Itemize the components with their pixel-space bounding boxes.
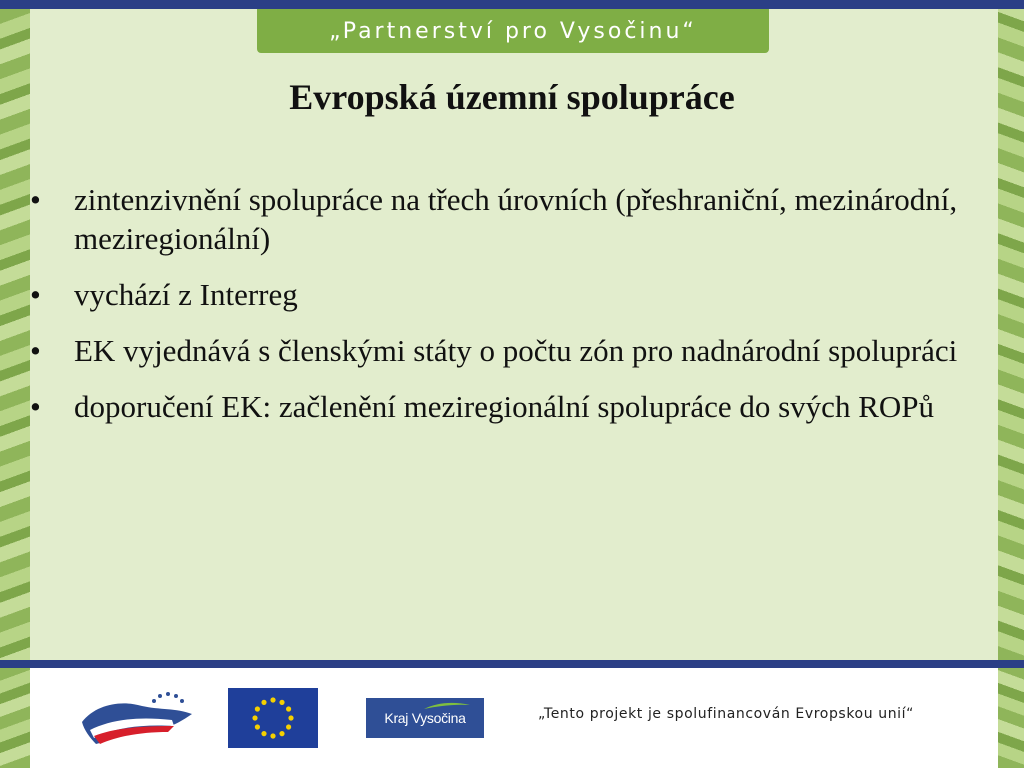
- header-banner-text: „Partnerství pro Vysočinu“: [329, 18, 697, 44]
- footer-right-leaf: [998, 668, 1024, 768]
- bullet-item: [28, 331, 988, 370]
- bullet-text: vychází z Interreg: [74, 277, 298, 313]
- kraj-logo-text: Kraj Vysočina: [384, 710, 466, 726]
- left-leaf-border: [0, 9, 30, 661]
- czech-presidency-logo: [76, 686, 196, 748]
- kraj-swoosh-icon: [422, 701, 472, 711]
- footer: [0, 668, 1024, 768]
- bullet-item: [28, 275, 988, 314]
- bullet-list: [28, 180, 988, 443]
- bullet-marker: •: [30, 333, 41, 369]
- kraj-vysocina-logo: [366, 698, 484, 738]
- bullet-marker: •: [30, 182, 41, 217]
- footer-left-leaf: [0, 668, 30, 768]
- bullet-text: EK vyjednává s členskými státy o počtu zón pro nadnárodní spolupráci: [74, 333, 958, 369]
- right-leaf-border: [998, 9, 1024, 661]
- bullet-marker: •: [30, 277, 41, 313]
- bullet-item: [28, 387, 988, 426]
- bullet-text: zintenzivnění spolupráce na třech úrovních (přeshraniční, mezinárodní, meziregionální): [74, 182, 958, 257]
- bullet-text: doporučení EK: začlenění meziregionální spolupráce do svých ROPů: [74, 389, 934, 425]
- bottom-border-bar: [0, 660, 1024, 668]
- top-border-bar: [0, 0, 1024, 9]
- header-banner: [257, 9, 769, 53]
- eu-flag-logo: [228, 688, 318, 748]
- cofunding-note: „Tento projekt je spolufinancován Evropskou unií“: [538, 706, 914, 722]
- bullet-item: [28, 180, 988, 258]
- bullet-marker: •: [30, 389, 41, 425]
- slide-title: Evropská územní spolupráce: [289, 77, 735, 117]
